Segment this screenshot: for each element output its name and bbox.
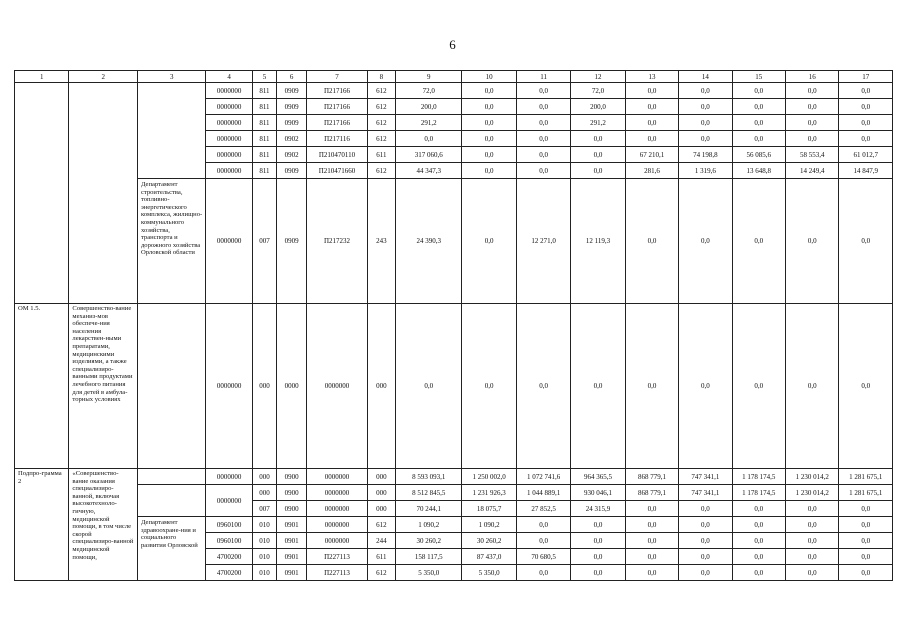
table-cell: 0902 [277,131,307,147]
table-cell: 000 [367,304,395,469]
table-cell: 811 [252,131,276,147]
table-cell: 0,0 [732,517,785,533]
table-cell: 0,0 [462,304,516,469]
table-cell: 0,0 [516,99,570,115]
table-cell: 61 012,7 [839,147,893,163]
column-header: 8 [367,71,395,83]
table-cell: 000 [367,501,395,517]
table-cell: 811 [252,163,276,179]
page-number: 6 [449,37,456,52]
table-cell: 0,0 [516,565,570,581]
table-cell: 0,0 [462,83,516,99]
table-cell: 0909 [277,99,307,115]
table-cell: 612 [367,99,395,115]
table-cell: 000 [367,469,395,485]
column-header: 10 [462,71,516,83]
table-row [15,517,893,533]
table-cell: 0960100 [206,517,252,533]
table-cell: 0,0 [839,549,893,565]
subprogram-code: Подпро-грамма 2 [15,469,69,581]
table-cell: 0902 [277,147,307,163]
column-header: 5 [252,71,276,83]
table-cell: 0,0 [516,131,570,147]
table-cell: 0,0 [625,517,678,533]
table-cell: 0,0 [462,115,516,131]
table-cell: 0,0 [395,304,462,469]
measure-label: Совершенство-вание механиз-мов обеспече-ния населения лекарствен-ными препаратами, медицинскими изделиями, а также специализиро-ванными продуктами лечебного питания для детей в амбула-торных условиях [69,304,138,469]
table-cell: 0000000 [206,147,252,163]
table-cell: 0901 [277,517,307,533]
table-cell: 0,0 [571,517,625,533]
table-cell: 0,0 [732,179,785,304]
table-cell: 12 119,3 [571,179,625,304]
budget-table [14,70,893,581]
table-cell: 0900 [277,485,307,501]
table-cell: 0,0 [679,517,732,533]
table-cell: 1 090,2 [462,517,516,533]
table-cell: 0,0 [625,304,678,469]
table-cell: 000 [252,304,276,469]
table-cell: 14 847,9 [839,163,893,179]
table-cell: 67 210,1 [625,147,678,163]
table-cell: 0,0 [786,179,839,304]
table-cell: П210471660 [307,163,367,179]
table-cell: 1 178 174,5 [732,469,785,485]
table-cell: 0000000 [307,304,367,469]
table-cell: 000 [367,485,395,501]
table-cell: 811 [252,115,276,131]
table-cell: 0900 [277,469,307,485]
table-cell: 0,0 [839,115,893,131]
table-cell: 0,0 [571,533,625,549]
table-cell: 1 090,2 [395,517,462,533]
table-cell: 8 512 845,5 [395,485,462,501]
table-cell: 007 [252,501,276,517]
table-cell: 000 [252,469,276,485]
column-header: 3 [137,71,206,83]
column-header: 9 [395,71,462,83]
table-cell: 70 680,5 [516,549,570,565]
table-cell: 0,0 [679,501,732,517]
table-cell: 0,0 [679,131,732,147]
table-cell: 612 [367,517,395,533]
table-cell: 244 [367,533,395,549]
table-cell: П217232 [307,179,367,304]
column-header: 11 [516,71,570,83]
table-cell: 0,0 [571,131,625,147]
table-cell: 811 [252,83,276,99]
table-cell: 0,0 [786,565,839,581]
department-label: Департамент здравоохране-ния и социального развития Орловской [137,517,206,581]
measure-code: ОМ 1.5. [15,304,69,469]
table-cell: 612 [367,163,395,179]
table-cell: 18 075,7 [462,501,516,517]
table-cell: 158 117,5 [395,549,462,565]
table-cell: 5 350,0 [462,565,516,581]
table-cell: 0,0 [679,115,732,131]
table-cell: 0,0 [462,179,516,304]
table-cell: 0000000 [206,469,252,485]
table-cell: 0,0 [516,304,570,469]
table-cell: 010 [252,565,276,581]
subprogram-label: «Совершенство-вание оказания специализиро-ванной, включая высокотехноло-гичную, медицинской помощи, в том числе скорой специализиро-ванной медицинской помощи, [69,469,138,581]
table-cell: 0,0 [625,99,678,115]
table-cell: 0909 [277,83,307,99]
column-header: 7 [307,71,367,83]
table-cell: 612 [367,83,395,99]
table-cell: 0,0 [786,549,839,565]
empty-cell [137,469,206,485]
table-cell: 281,6 [625,163,678,179]
table-cell: 0,0 [732,99,785,115]
table-cell: 010 [252,549,276,565]
table-cell: 0,0 [786,517,839,533]
table-cell: 964 365,5 [571,469,625,485]
table-cell: 0,0 [732,83,785,99]
table-cell: 0901 [277,565,307,581]
table-cell: 0,0 [571,163,625,179]
table-cell: 0,0 [679,99,732,115]
table-cell: 200,0 [571,99,625,115]
table-cell: 8 593 093,1 [395,469,462,485]
table-cell: 1 231 926,3 [462,485,516,501]
column-header: 14 [679,71,732,83]
table-cell: 0000000 [206,304,252,469]
table-cell: 0,0 [679,304,732,469]
table-cell: 0,0 [732,115,785,131]
table-cell: 0000000 [206,131,252,147]
table-cell: 000 [252,485,276,501]
table-cell: 0,0 [516,163,570,179]
table-cell: 0000000 [307,533,367,549]
table-cell: 0,0 [839,501,893,517]
table-cell: 317 060,6 [395,147,462,163]
table-cell: 27 852,5 [516,501,570,517]
table-cell: 30 260,2 [462,533,516,549]
table-cell: 611 [367,147,395,163]
table-cell: 0,0 [786,83,839,99]
table-cell: 0,0 [625,83,678,99]
table-cell: 1 230 014,2 [786,485,839,501]
table-cell: 0960100 [206,533,252,549]
table-cell: 0,0 [839,533,893,549]
table-cell: 612 [367,565,395,581]
table-cell: 0000000 [307,501,367,517]
table-cell: 811 [252,99,276,115]
table-cell: 811 [252,147,276,163]
table-cell: 70 244,1 [395,501,462,517]
table-cell: 0,0 [786,99,839,115]
table-row [15,485,893,501]
table-cell: 0,0 [571,565,625,581]
table-cell: 0,0 [462,163,516,179]
table-cell: 0000000 [206,83,252,99]
table-cell: 0,0 [516,115,570,131]
table-cell: 1 250 002,0 [462,469,516,485]
table-cell: 56 085,6 [732,147,785,163]
table-cell: 0000000 [307,469,367,485]
table-cell: 868 779,1 [625,485,678,501]
table-cell: 0,0 [625,179,678,304]
table-cell: 44 347,3 [395,163,462,179]
table-cell: 010 [252,517,276,533]
table-cell: 0,0 [625,549,678,565]
table-cell: 4700200 [206,549,252,565]
table-cell: 0,0 [625,533,678,549]
table-cell: 0,0 [625,131,678,147]
table-cell: 0,0 [395,131,462,147]
table-cell: 0,0 [732,304,785,469]
table-row [15,83,893,99]
table-cell: 72,0 [395,83,462,99]
table-cell: 1 230 014,2 [786,469,839,485]
table-row [15,304,893,469]
table-cell: 0000000 [206,163,252,179]
empty-cell [15,83,69,304]
column-header: 17 [839,71,893,83]
table-cell: 0,0 [732,565,785,581]
table-cell: 0,0 [625,115,678,131]
table-cell: 0000000 [307,517,367,533]
table-cell: 200,0 [395,99,462,115]
table-cell: 0000000 [206,99,252,115]
column-header: 12 [571,71,625,83]
column-header: 1 [15,71,69,83]
header-row [15,71,893,83]
table-cell: П217166 [307,115,367,131]
table-cell: 0,0 [732,501,785,517]
table-cell: 0000000 [206,485,252,517]
table-cell: 611 [367,549,395,565]
table-cell: 0909 [277,163,307,179]
table-cell: 243 [367,179,395,304]
table-cell: 24 390,3 [395,179,462,304]
table-cell: 87 437,0 [462,549,516,565]
table-cell: 0,0 [625,501,678,517]
table-row [15,179,893,304]
table-cell: 0,0 [679,83,732,99]
table-cell: 612 [367,131,395,147]
table-cell: 930 046,1 [571,485,625,501]
empty-cell [137,83,206,179]
table-cell: 13 648,8 [732,163,785,179]
table-cell: 0901 [277,549,307,565]
table-cell: 0,0 [625,565,678,581]
table-cell: 5 350,0 [395,565,462,581]
table-cell: 72,0 [571,83,625,99]
table-cell: 747 341,1 [679,469,732,485]
table-cell: 0,0 [571,549,625,565]
table-cell: П217116 [307,131,367,147]
empty-cell [137,485,206,517]
table-cell: 0,0 [462,147,516,163]
column-header: 16 [786,71,839,83]
table-cell: 0,0 [462,99,516,115]
table-cell: 0,0 [516,517,570,533]
table-cell: П217166 [307,99,367,115]
table-cell: 0,0 [679,565,732,581]
table-cell: 291,2 [571,115,625,131]
table-cell: 0000000 [206,179,252,304]
column-header: 2 [69,71,138,83]
column-header: 15 [732,71,785,83]
table-cell: 1 178 174,5 [732,485,785,501]
table-cell: П227113 [307,549,367,565]
table-cell: 1 281 675,1 [839,485,893,501]
table-cell: 0,0 [839,99,893,115]
table-cell: 010 [252,533,276,549]
table-cell: 0,0 [786,131,839,147]
department-label: Департамент строительства, топливно-энергетического комплекса, жилищно-коммунального хозяйства, транспорта и дорожного хозяйства Орловской области [137,179,206,304]
table-cell: 612 [367,115,395,131]
table-cell: 30 260,2 [395,533,462,549]
table-cell: 0,0 [571,304,625,469]
table-cell: 0909 [277,115,307,131]
table-cell: 0,0 [839,179,893,304]
table-cell: 0,0 [516,83,570,99]
table-cell: 0,0 [839,565,893,581]
table-cell: 0,0 [839,304,893,469]
table-cell: 0000000 [206,115,252,131]
table-cell: 0,0 [516,147,570,163]
table-cell: 0901 [277,533,307,549]
table-cell: 291,2 [395,115,462,131]
table-cell: 0,0 [786,501,839,517]
table-cell: 0909 [277,179,307,304]
table-cell: 007 [252,179,276,304]
table-cell: 0,0 [732,131,785,147]
table-cell: 0,0 [839,131,893,147]
table-cell: 0,0 [462,131,516,147]
table-cell: 0,0 [786,533,839,549]
table-cell: 0,0 [839,83,893,99]
table-cell: 0,0 [516,533,570,549]
table-cell: 0000 [277,304,307,469]
table-cell: 747 341,1 [679,485,732,501]
table-cell: 0,0 [679,533,732,549]
column-header: 6 [277,71,307,83]
table-cell: 0,0 [679,179,732,304]
table-cell: П227113 [307,565,367,581]
table-cell: 1 072 741,6 [516,469,570,485]
column-header: 4 [206,71,252,83]
table-cell: П210470110 [307,147,367,163]
table-cell: 0000000 [307,485,367,501]
empty-cell [137,304,206,469]
table-cell: 12 271,0 [516,179,570,304]
table-cell: 0,0 [732,533,785,549]
table-cell: 0,0 [679,549,732,565]
table-cell: 4700200 [206,565,252,581]
table-cell: 0900 [277,501,307,517]
empty-cell [69,83,138,304]
table-cell: 58 553,4 [786,147,839,163]
table-cell: 0,0 [786,304,839,469]
table-cell: 24 315,9 [571,501,625,517]
table-cell: 1 319,6 [679,163,732,179]
table-cell: 0,0 [839,517,893,533]
table-row [15,469,893,485]
table-cell: 0,0 [571,147,625,163]
table-cell: 74 198,8 [679,147,732,163]
table-cell: 1 044 889,1 [516,485,570,501]
table-cell: 868 779,1 [625,469,678,485]
table-cell: П217166 [307,83,367,99]
table-cell: 14 249,4 [786,163,839,179]
column-header: 13 [625,71,678,83]
table-cell: 1 281 675,1 [839,469,893,485]
table-cell: 0,0 [786,115,839,131]
table-cell: 0,0 [732,549,785,565]
